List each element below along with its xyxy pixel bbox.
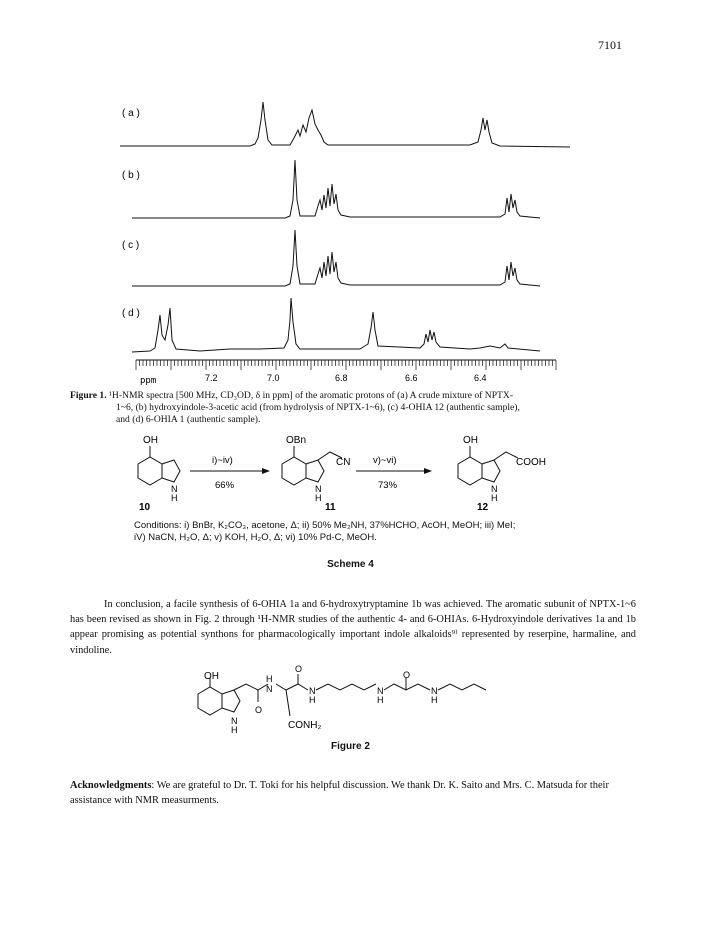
page-number: 7101 (598, 38, 622, 52)
compound-12-n: N (491, 484, 498, 494)
figure-2-oh: OH (204, 671, 219, 682)
figure-2-structure (0, 664, 701, 742)
spectrum-trace-c (132, 230, 540, 286)
compound-11-obn: OBn (286, 435, 307, 446)
figure-2-amide-n-3: N (377, 686, 384, 696)
arrow-1-reagents: i)~iv) (212, 455, 233, 466)
arrow-2-yield: 73% (378, 480, 398, 491)
spectrum-label-b: ( b ) (122, 170, 140, 181)
figure-2-amide-h-4: H (431, 695, 438, 705)
figure-1-caption-line1: ¹H-NMR spectra [500 MHz, CD₃OD, δ in ppm] of the aromatic protons of (a) A crude mixture of NPTX- (109, 390, 514, 401)
compound-10-n: N (171, 484, 178, 494)
compound-12-oh: OH (463, 435, 478, 446)
conditions-line1: Conditions: i) BnBr, K₂CO₃, acetone, Δ; ii) 50% Me₂NH, 37%HCHO, AcOH, MeOH; iii) MeI; (134, 520, 516, 531)
compound-12-h: H (491, 493, 498, 503)
figure-1-caption-line2: 1~6, (b) hydroxyindole-3-acetic acid (from hydrolysis of NPTX-1~6), (c) 4-OHIA 12 (authentic sample), (116, 402, 520, 413)
compound-11-number: 11 (325, 502, 336, 513)
scheme-4-title: Scheme 4 (327, 559, 374, 570)
figure-2-carbonyl-o-3: O (403, 670, 411, 680)
figure-2-amide-n-1: N (266, 684, 273, 694)
figure-2-amide-h-3: H (377, 695, 384, 705)
figure-2-indole-h: H (231, 725, 238, 735)
spectrum-label-d: ( d ) (122, 308, 140, 319)
figure-1-caption-line3: and (d) 6-OHIA 1 (authentic sample). (116, 414, 261, 425)
figure-1-label: Figure 1. (70, 390, 107, 401)
tick-label-6-6: 6.6 (405, 373, 418, 383)
acknowledgments-text: : We are grateful to Dr. T. Toki for his helpful discussion. We thank Dr. K. Saito and Mrs. C. Matsuda for their assistance with NMR measurments. (70, 780, 609, 807)
scheme-4-conditions (134, 520, 564, 544)
figure-2-amide-n-2: N (309, 686, 316, 696)
spectrum-label-c: ( c ) (122, 240, 140, 251)
compound-12-cooh: COOH (516, 457, 546, 468)
tick-label-6-4: 6.4 (474, 373, 487, 383)
compound-10-number: 10 (139, 502, 151, 513)
acknowledgments-heading: Acknowledgments (70, 780, 152, 791)
compound-11-h: H (315, 493, 322, 503)
figure-2-amide-n-4: N (431, 686, 438, 696)
compound-10-oh: OH (143, 435, 158, 446)
spectrum-trace-b (132, 160, 540, 218)
spectrum-label-a: ( a ) (122, 108, 140, 119)
conclusion-paragraph: In conclusion, a facile synthesis of 6-OHIA 1a and 6-hydroxytryptamine 1b was achieved. The aromatic subunit of NPTX-1~6 has been revised as shown in Fig. 2 through ¹H-NMR studies of the authentic 4- and 6-OHIAs. 6-Hydroxyindole derivatives 1a and 1b appear promising as potential synthons for pharmacologically important indole alkaloids⁹⁾ represented by reserpine, harmaline, and vindoline. (70, 599, 636, 656)
compound-11-n: N (315, 484, 322, 494)
arrow-2-reagents: v)~vi) (373, 455, 397, 466)
figure-2-indole-n: N (231, 716, 238, 726)
tick-label-6-8: 6.8 (335, 373, 348, 383)
compound-12-number: 12 (477, 502, 489, 513)
figure-2-amide-h-2: H (309, 695, 316, 705)
figure-2-amide-h-1: H (266, 674, 273, 684)
tick-label-7-0: 7.0 (267, 373, 280, 383)
tick-label-7-2: 7.2 (205, 373, 218, 383)
arrow-1-yield: 66% (215, 480, 235, 491)
ppm-axis (136, 360, 556, 370)
nmr-spectra-figure (0, 90, 701, 390)
figure-2-carbonyl-o-2: O (295, 664, 303, 674)
figure-2-conh2: CONH₂ (288, 720, 322, 731)
compound-11-cn: CN (336, 457, 351, 468)
axis-unit-label: ppm (140, 376, 157, 386)
conditions-line2: iV) NaCN, H₂O, Δ; v) KOH, H₂O, Δ; vi) 10% Pd-C, MeOH. (134, 532, 377, 543)
spectrum-trace-a (120, 102, 570, 147)
compound-10-h: H (171, 493, 178, 503)
spectrum-trace-d (132, 298, 540, 352)
figure-1-caption (70, 390, 630, 426)
figure-2-carbonyl-o-1: O (255, 705, 263, 715)
acknowledgments-paragraph (70, 778, 636, 808)
figure-2-title: Figure 2 (331, 741, 370, 752)
scheme-4-diagram (0, 428, 701, 518)
